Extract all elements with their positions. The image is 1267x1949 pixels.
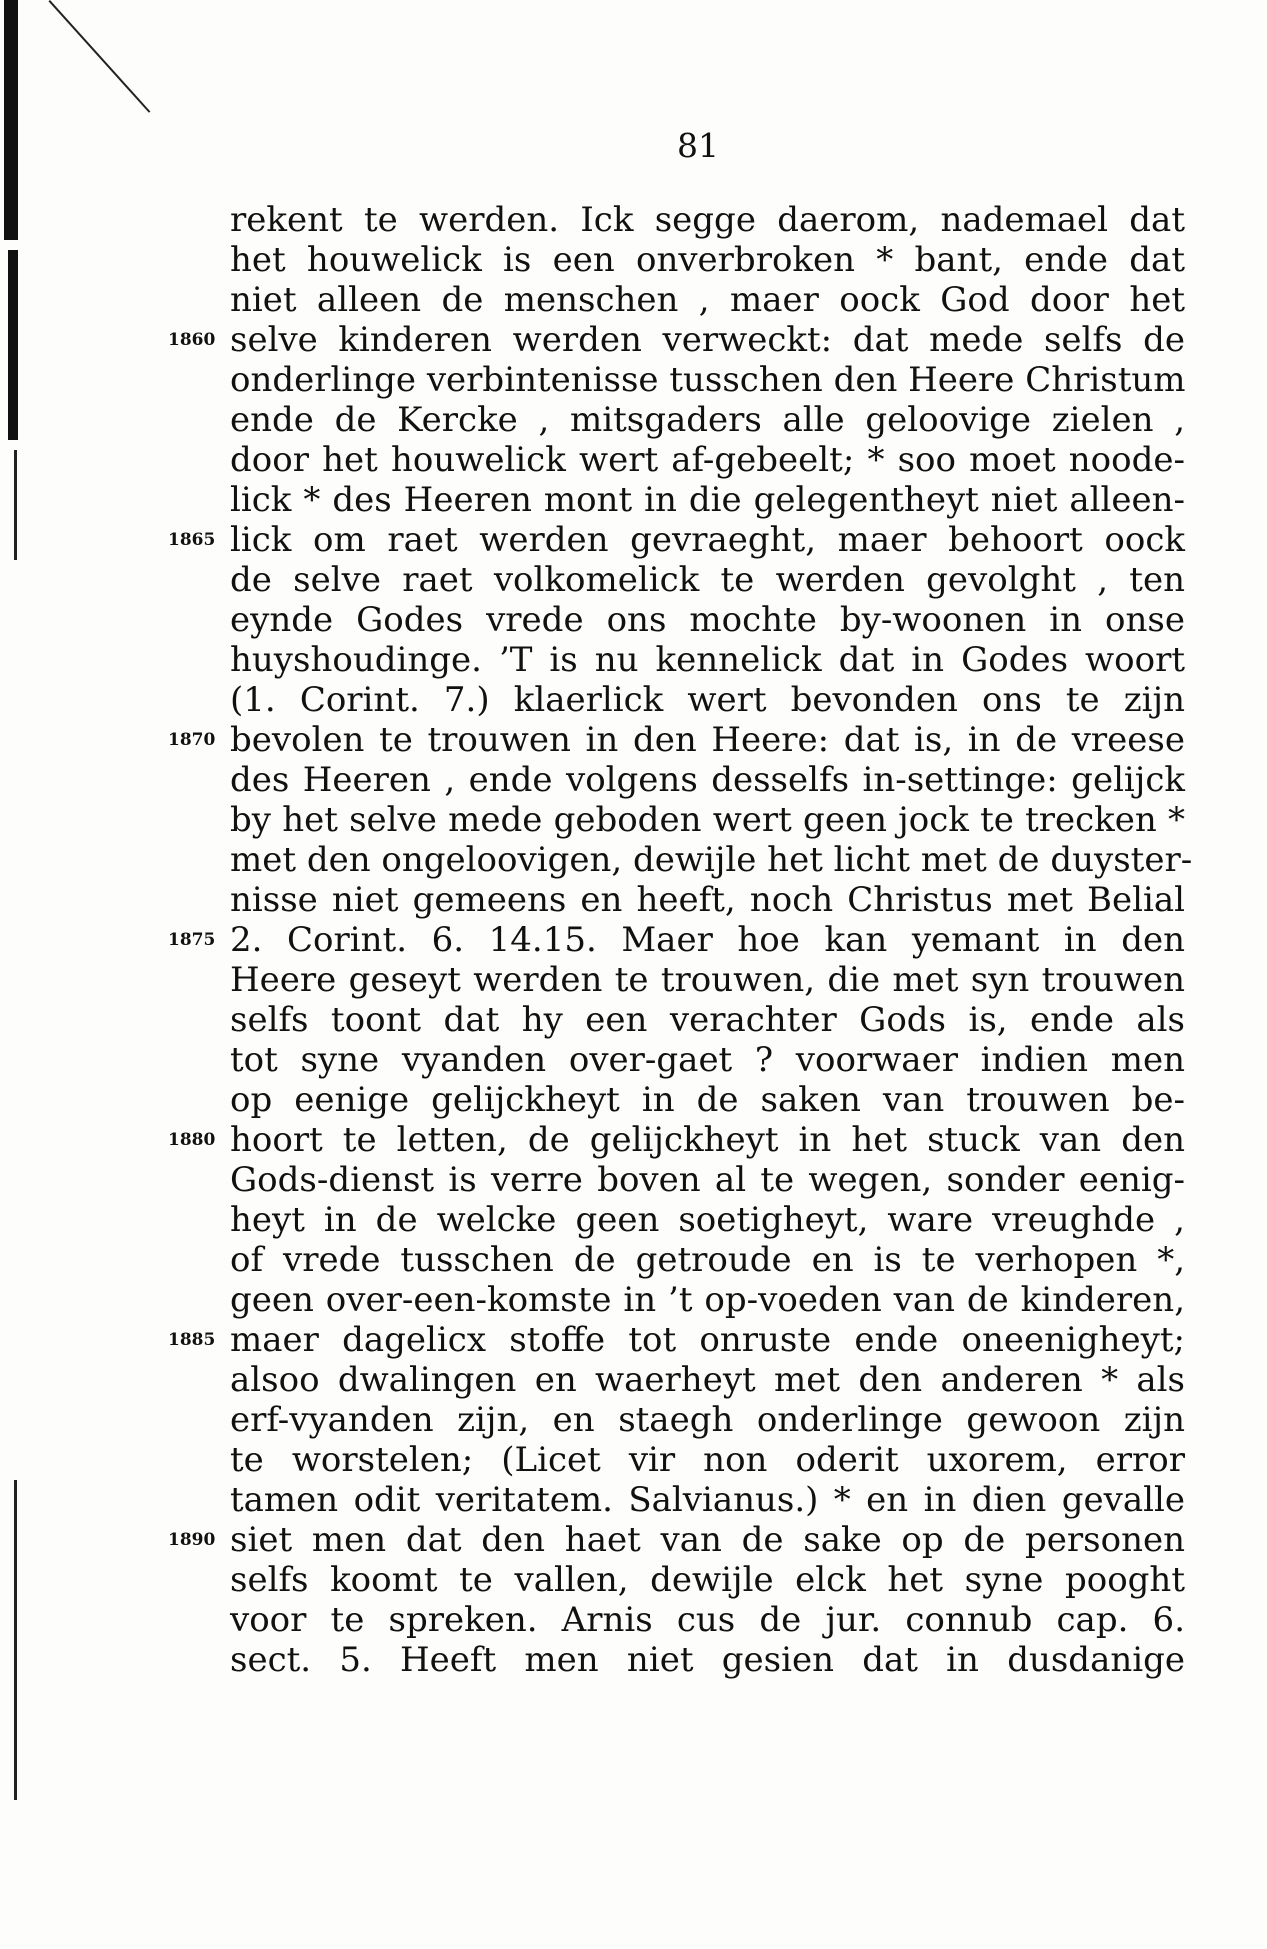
line-number: 1885 [168, 1330, 216, 1350]
line-text: tot syne vyanden over-gaet ? voorwaer indien men [230, 1040, 1185, 1080]
line-text: eynde Godes vrede ons mochte by-woonen in onse [230, 600, 1185, 640]
text-line [168, 1120, 1185, 1160]
line-text: lick om raet werden gevraeght, maer behoort oock [230, 520, 1185, 560]
text-line [230, 1200, 1185, 1240]
line-number: 1870 [168, 730, 216, 750]
line-number: 1865 [168, 530, 216, 550]
line-text: by het selve mede geboden wert geen jock te trecken * [230, 800, 1185, 840]
line-text: of vrede tusschen de getroude en is te verhopen *, [230, 1240, 1185, 1280]
page-number: 81 [677, 126, 719, 165]
line-text: het houwelick is een onverbroken * bant, ende dat [230, 240, 1185, 280]
line-text: door het houwelick wert af-gebeelt; * soo moet noode- [230, 440, 1185, 480]
binding-shadow [8, 250, 18, 440]
text-line [230, 600, 1185, 640]
text-line [230, 880, 1185, 920]
text-line [230, 960, 1185, 1000]
line-text: nisse niet gemeens en heeft, noch Christus met Belial [230, 880, 1185, 920]
text-line [230, 1640, 1185, 1680]
line-text: Gods-dienst is verre boven al te wegen, sonder eenig- [230, 1160, 1185, 1200]
text-line [230, 1400, 1185, 1440]
text-line [230, 1440, 1185, 1480]
text-line [168, 720, 1185, 760]
text-line [168, 1320, 1185, 1360]
text-line [168, 320, 1185, 360]
line-text: op eenige gelijckheyt in de saken van trouwen be- [230, 1080, 1185, 1120]
line-text: (1. Corint. 7.) klaerlick wert bevonden ons te zijn [230, 680, 1185, 720]
text-line [230, 440, 1185, 480]
line-text: alsoo dwalingen en waerheyt met den anderen * als [230, 1360, 1185, 1400]
line-text: selfs koomt te vallen, dewijle elck het syne pooght [230, 1560, 1185, 1600]
text-line [168, 520, 1185, 560]
line-text: erf-vyanden zijn, en staegh onderlinge gewoon zijn [230, 1400, 1185, 1440]
line-text: rekent te werden. Ick segge daerom, nademael dat [230, 200, 1185, 240]
line-number: 1890 [168, 1530, 216, 1550]
line-text: des Heeren , ende volgens desselfs in-settinge: gelijck [230, 760, 1185, 800]
line-text: selve kinderen werden verweckt: dat mede selfs de [230, 320, 1185, 360]
text-line [230, 840, 1193, 880]
line-text: huyshoudinge. ’T is nu kennelick dat in Godes woort [230, 640, 1185, 680]
text-line [230, 200, 1185, 240]
line-text: ende de Kercke , mitsgaders alle geloovige zielen , [230, 400, 1185, 440]
binding-mark [14, 1480, 17, 1800]
line-text: voor te spreken. Arnis cus de jur. connub cap. 6. [230, 1600, 1185, 1640]
text-line [230, 1480, 1185, 1520]
text-line [230, 1080, 1185, 1120]
text-line [230, 760, 1185, 800]
line-text: selfs toont dat hy een verachter Gods is, ende als [230, 1000, 1185, 1040]
text-line [230, 680, 1185, 720]
text-line [230, 1040, 1185, 1080]
line-text: 2. Corint. 6. 14.15. Maer hoe kan yemant in den [230, 920, 1185, 960]
line-text: hoort te letten, de gelijckheyt in het stuck van den [230, 1120, 1185, 1160]
line-text: Heere geseyt werden te trouwen, die met syn trouwen [230, 960, 1185, 1000]
line-text: geen over-een-komste in ’t op-voeden van de kinderen, [230, 1280, 1185, 1320]
text-line [230, 240, 1185, 280]
binding-mark [14, 450, 17, 560]
line-text: niet alleen de menschen , maer oock God door het [230, 280, 1185, 320]
text-line [230, 280, 1185, 320]
line-text: tamen odit veritatem. Salvianus.) * en in dien gevalle [230, 1480, 1185, 1520]
text-line [230, 800, 1185, 840]
text-line [168, 1520, 1185, 1560]
text-line [230, 1600, 1185, 1640]
text-line [230, 1000, 1185, 1040]
line-text: heyt in de welcke geen soetigheyt, ware vreughde , [230, 1200, 1185, 1240]
text-line [230, 1560, 1185, 1600]
line-text: de selve raet volkomelick te werden gevolght , ten [230, 560, 1185, 600]
text-line [230, 1280, 1185, 1320]
scan-corner-mark [49, 0, 151, 113]
text-line [230, 560, 1185, 600]
line-number: 1875 [168, 930, 216, 950]
text-line [230, 1240, 1185, 1280]
text-line [230, 480, 1185, 520]
text-line [230, 1360, 1185, 1400]
line-text: siet men dat den haet van de sake op de personen [230, 1520, 1185, 1560]
line-number: 1880 [168, 1130, 216, 1150]
line-text: maer dagelicx stoffe tot onruste ende oneenigheyt; [230, 1320, 1185, 1360]
line-text: met den ongeloovigen, dewijle het licht met de duyster- [230, 840, 1193, 880]
text-line [230, 1160, 1185, 1200]
text-line [230, 400, 1185, 440]
binding-shadow [4, 0, 18, 240]
line-text: onderlinge verbintenisse tusschen den Heere Christum [230, 360, 1186, 400]
scan-binding-edge [0, 0, 30, 1949]
line-text: bevolen te trouwen in den Heere: dat is, in de vreese [230, 720, 1185, 760]
text-line [168, 920, 1185, 960]
line-number: 1860 [168, 330, 216, 350]
text-line [230, 360, 1185, 400]
line-text: te worstelen; (Licet vir non oderit uxorem, error [230, 1440, 1185, 1480]
body-text [168, 200, 1193, 1680]
line-text: sect. 5. Heeft men niet gesien dat in dusdanige [230, 1640, 1185, 1680]
line-text: lick * des Heeren mont in die gelegentheyt niet alleen- [230, 480, 1185, 520]
text-line [230, 640, 1185, 680]
